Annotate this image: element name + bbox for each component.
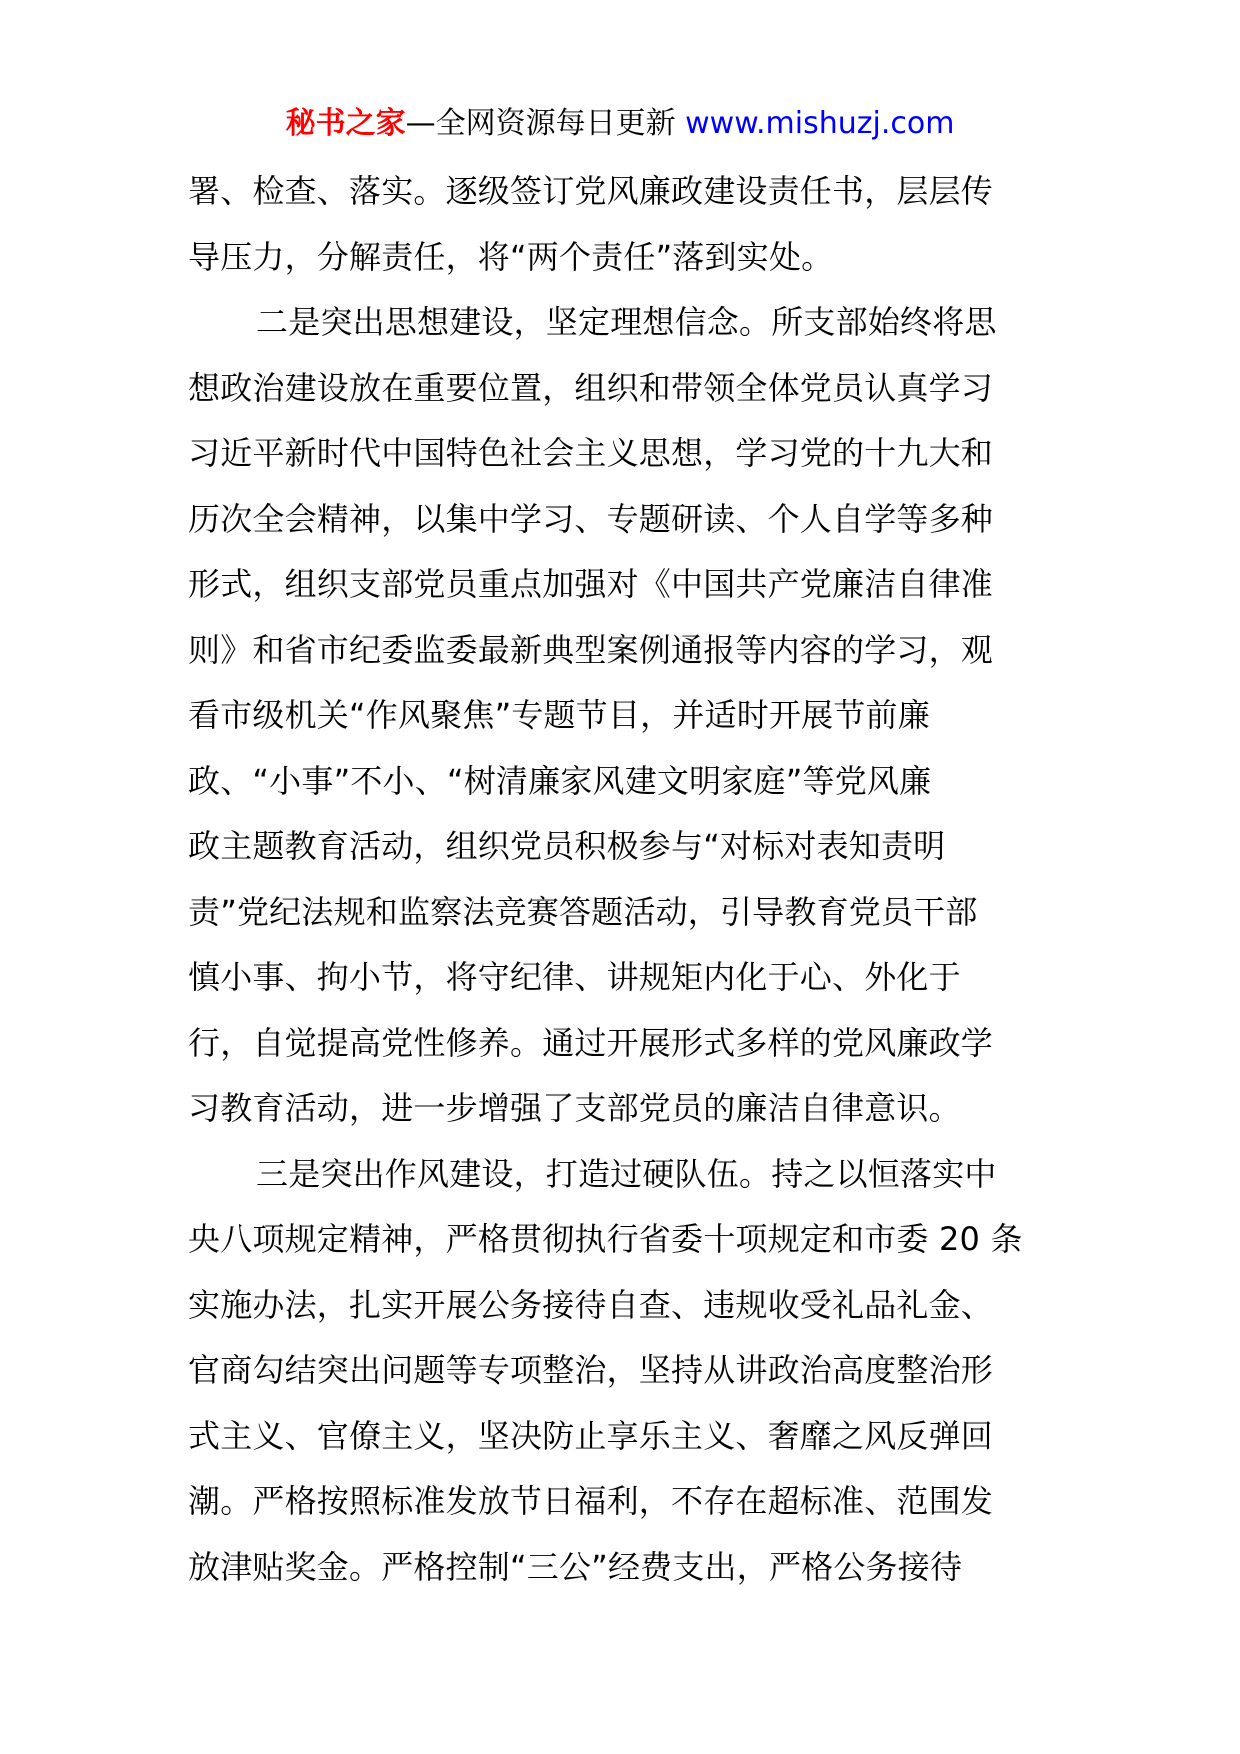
text-line: 想政治建设放在重要位置，组织和带领全体党员认真学习 — [188, 368, 994, 407]
text-line: 行，自觉提高党性修养。通过开展形式多样的党风廉政学 — [188, 1023, 994, 1062]
text-line: 慎小事、拘小节，将守纪律、讲规矩内化于心、外化于 — [188, 958, 961, 996]
text-line: 署、检查、落实。逐级签订党风廉政建设责任书，层层传 — [188, 172, 994, 210]
text-line: 则》和省市纪委监委最新典型案例通报等内容的学习，观 — [188, 630, 994, 669]
text-line: 式主义、官僚主义，坚决防止享乐主义、奢靡之风反弹回 — [188, 1416, 994, 1455]
text-line: 政、“小事”不小、“树清廉家风建文明家庭”等党风廉 — [188, 761, 932, 800]
header-tagline: —全网资源每日更新 — [405, 106, 676, 141]
brand-name: 秘书之家 — [285, 106, 406, 141]
text-line: 官商勾结突出问题等专项整治，坚持从讲政治高度整治形 — [188, 1351, 994, 1389]
text-line: 历次全会精神，以集中学习、专题研读、个人自学等多种 — [188, 499, 994, 538]
text-line: 习教育活动，进一步增强了支部党员的廉洁自律意识。 — [188, 1089, 961, 1127]
text-line: 潮。严格按照标准发放节日福利，不存在超标准、范围发 — [188, 1482, 994, 1520]
paragraph-start-line: 二是突出思想建设，坚定理想信念。所支部始终将思 — [256, 303, 997, 341]
text-line: 央八项规定精神，严格贯彻执行省委十项规定和市委 20 条 — [188, 1220, 1023, 1258]
document-body — [188, 159, 1058, 1600]
paragraph-start-line: 三是突出作风建设，打造过硬队伍。持之以恒落实中 — [256, 1154, 997, 1193]
text-line: 习近平新时代中国特色社会主义思想，学习党的十九大和 — [188, 434, 994, 472]
text-line: 政主题教育活动，组织党员积极参与“对标对表知责明 — [188, 827, 946, 865]
text-line: 形式，组织支部党员重点加强对《中国共产党廉洁自律准 — [188, 565, 994, 603]
text-line: 实施办法，扎实开展公务接待自查、违规收受礼品礼金、 — [188, 1285, 994, 1324]
site-header — [0, 104, 1240, 144]
text-line: 看市级机关“作风聚焦”专题节目，并适时开展节前廉 — [188, 696, 930, 734]
site-url-link[interactable]: www.mishuzj.com — [685, 106, 955, 141]
text-line: 责”党纪法规和监察法竞赛答题活动，引导教育党员干部 — [188, 892, 978, 931]
text-line: 放津贴奖金。严格控制“三公”经费支出，严格公务接待 — [188, 1547, 963, 1586]
text-line: 导压力，分解责任，将“两个责任”落到实处。 — [188, 237, 834, 276]
